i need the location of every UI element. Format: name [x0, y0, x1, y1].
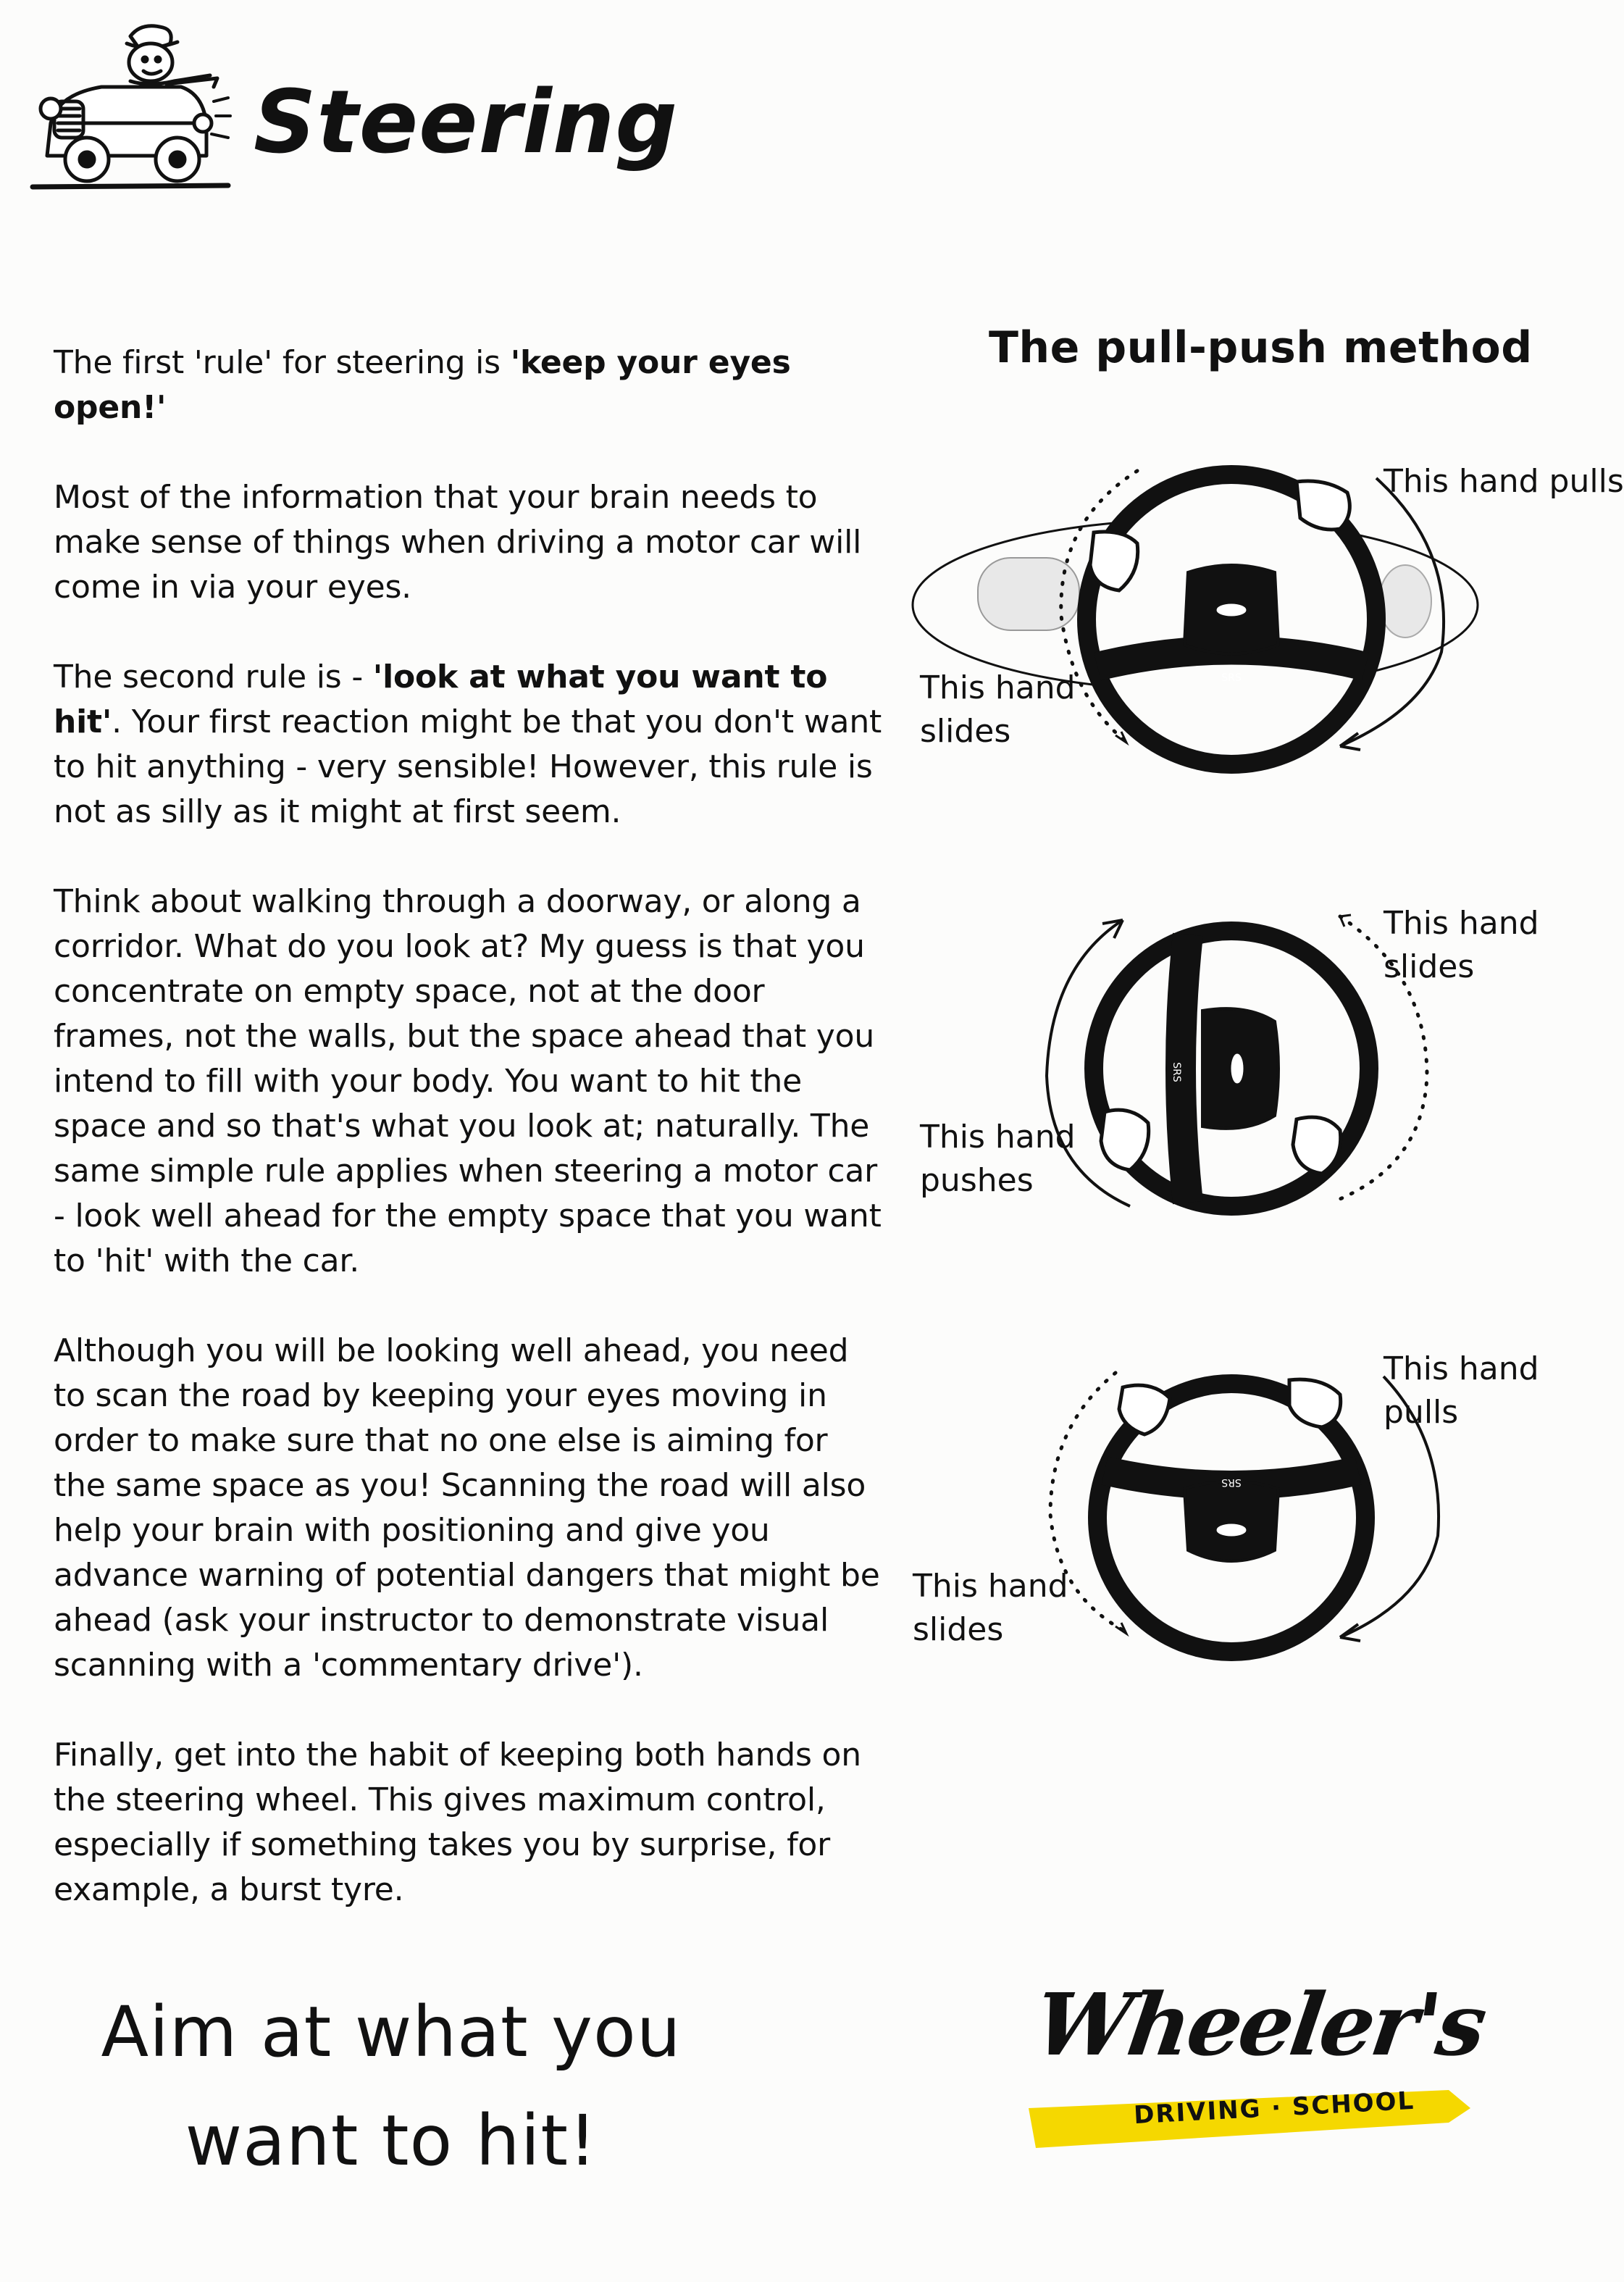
- steering-figure-1: [905, 449, 1624, 797]
- page-title: Steering: [254, 72, 679, 173]
- slogan-line-1: Aim at what you: [101, 1991, 682, 2073]
- brand-tagline: DRIVING · SCHOOL: [1133, 2086, 1416, 2131]
- second-rule-text: . Your first reaction might be that you don't want to hit anything - very sensible! However, this rule is not as silly as it might at first seem.: [54, 703, 882, 830]
- steering-figure-2: [905, 895, 1557, 1242]
- label-hand-slides-2: This hand slides: [1384, 905, 1539, 985]
- slogan: [72, 1978, 710, 2195]
- paragraph-scanning: Although you will be looking well ahead, you need to scan the road by keeping your eyes moving in order to make sure that no one else is aiming for the same space as you! Scanning the road will also help your brain with positioning and give you advance warning of potential dangers that might be ahead (ask your instructor to demonstrate visual scanning with a 'commentary drive').: [54, 1332, 880, 1684]
- body-text: [54, 340, 887, 1957]
- srs-badge-1: SRS: [1221, 672, 1242, 684]
- cartoon-car-logo: [22, 14, 232, 192]
- paragraph-both-hands: Finally, get into the habit of keeping both hands on the steering wheel. This gives maximum control, especially if something takes you by surprise, for example, a burst tyre.: [54, 1736, 861, 1908]
- brand-logo: [1014, 1956, 1490, 2173]
- label-hand-slides-3: This hand slides: [913, 1568, 1068, 1648]
- brand-name: Wheeler's: [1029, 1974, 1490, 2075]
- second-rule-emphasis: 'look at what you want to hit': [54, 659, 828, 740]
- srs-badge-3: SRS: [1221, 1476, 1242, 1488]
- paragraph-second-rule: [54, 655, 887, 835]
- label-hand-pushes-2: This hand pushes: [920, 1119, 1076, 1199]
- paragraph-doorway: Think about walking through a doorway, or along a corridor. What do you look at? My guess is that you concentrate on empty space, not at the door frames, not the walls, but the space ahead that you intend to fill with your body. You want to hit the space and so that's what you look at; naturally. The same simple rule applies when steering a motor car - look well ahead for the empty space that you want to 'hit' with the car.: [54, 883, 882, 1279]
- second-rule-intro: The second rule is -: [54, 659, 373, 695]
- first-rule-emphasis: 'keep your eyes open!': [54, 344, 791, 426]
- paragraph-first-rule: [54, 340, 887, 430]
- paragraph-information: Most of the information that your brain needs to make sense of things when driving a motor car will come in via your eyes.: [54, 479, 862, 606]
- label-hand-slides-1: This hand slides: [920, 669, 1076, 750]
- label-hand-pulls-3: This hand pulls: [1384, 1350, 1539, 1431]
- label-hand-pulls-1: This hand pulls: [1384, 463, 1624, 500]
- srs-badge-2: SRS: [1171, 1062, 1182, 1082]
- first-rule-intro: The first 'rule' for steering is: [54, 344, 511, 381]
- method-title: The pull-push method: [989, 322, 1533, 373]
- steering-figure-3: [905, 1340, 1557, 1681]
- slogan-line-2: want to hit!: [185, 2100, 598, 2181]
